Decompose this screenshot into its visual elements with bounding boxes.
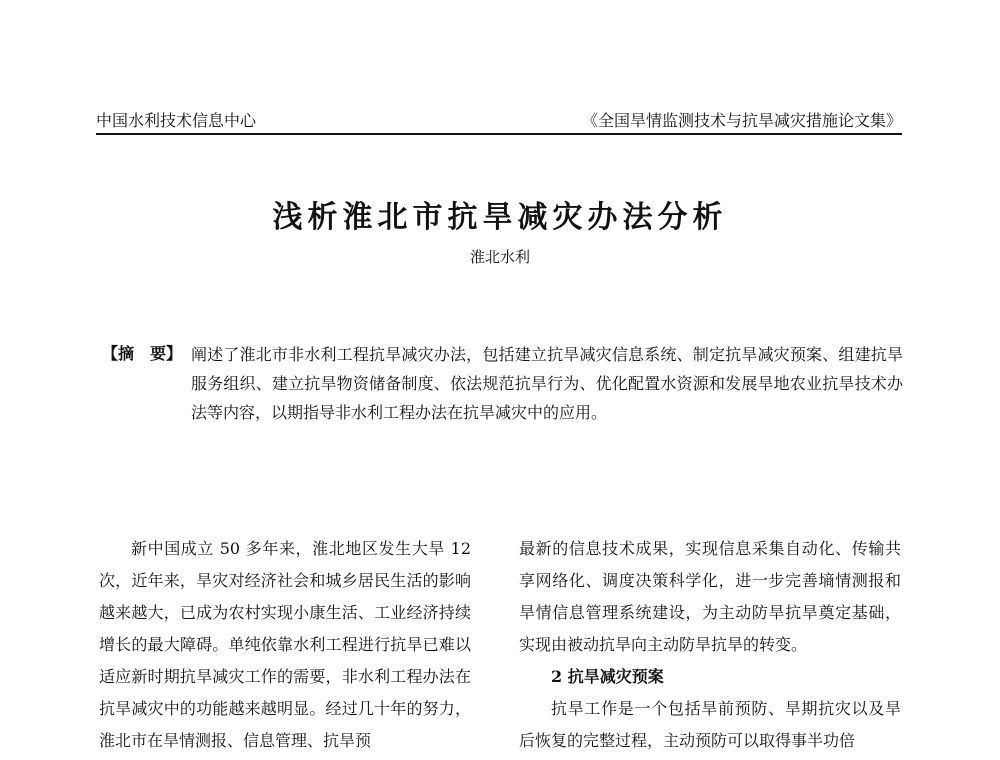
- abstract-text: 阐述了淮北市非水利工程抗旱减灾办法，包括建立抗旱减灾信息系统、制定抗旱减灾预案、组建抗旱服务组织、建立抗旱物资储备制度、依法规范抗旱行为、优化配置水资源和发展旱地农业抗旱技术办法等内容，以期指导非水利工程办法在抗旱减灾中的应用。: [191, 345, 903, 422]
- abstract-label: 【摘 要】: [102, 344, 183, 363]
- paper-title: 浅析淮北市抗旱减灾办法分析: [272, 200, 728, 235]
- paper-author: 淮北水利: [469, 248, 530, 266]
- header-institution: 中国水利技术信息中心: [96, 111, 257, 130]
- header-rule: [96, 133, 902, 135]
- body-left-column: [99, 533, 471, 757]
- section-heading: 2 抗旱减灾预案: [551, 667, 664, 686]
- running-header: [96, 108, 902, 134]
- header-publication-title: 《全国旱情监测技术与抗旱减灾措施论文集》: [581, 111, 902, 130]
- body-paragraph-continuation: 最新的信息技术成果，实现信息采集自动化、传输共享网络化、调度决策科学化，进一步完善墒情测报和旱情信息管理系统建设，为主动防旱抗旱奠定基础，实现由被动抗旱向主动防旱抗旱的转变。: [519, 539, 901, 654]
- body-paragraph: 新中国成立 50 多年来，淮北地区发生大旱 12 次，近年来，旱灾对经济社会和城乡居民生活的影响越来越大，已成为农村实现小康生活、工业经济持续增长的最大障碍。单纯依靠水利工程进行抗旱已难以适应新时期抗旱减灾工作的需要，非水利工程办法在抗旱减灾中的功能越来越明显。经过几十年的努力，淮北市在旱情测报、信息管理、抗旱预: [99, 539, 471, 750]
- body-paragraph: 抗旱工作是一个包括旱前预防、旱期抗灾以及旱后恢复的完整过程，主动预防可以取得事半功倍: [519, 699, 901, 750]
- body-right-column: [519, 533, 901, 757]
